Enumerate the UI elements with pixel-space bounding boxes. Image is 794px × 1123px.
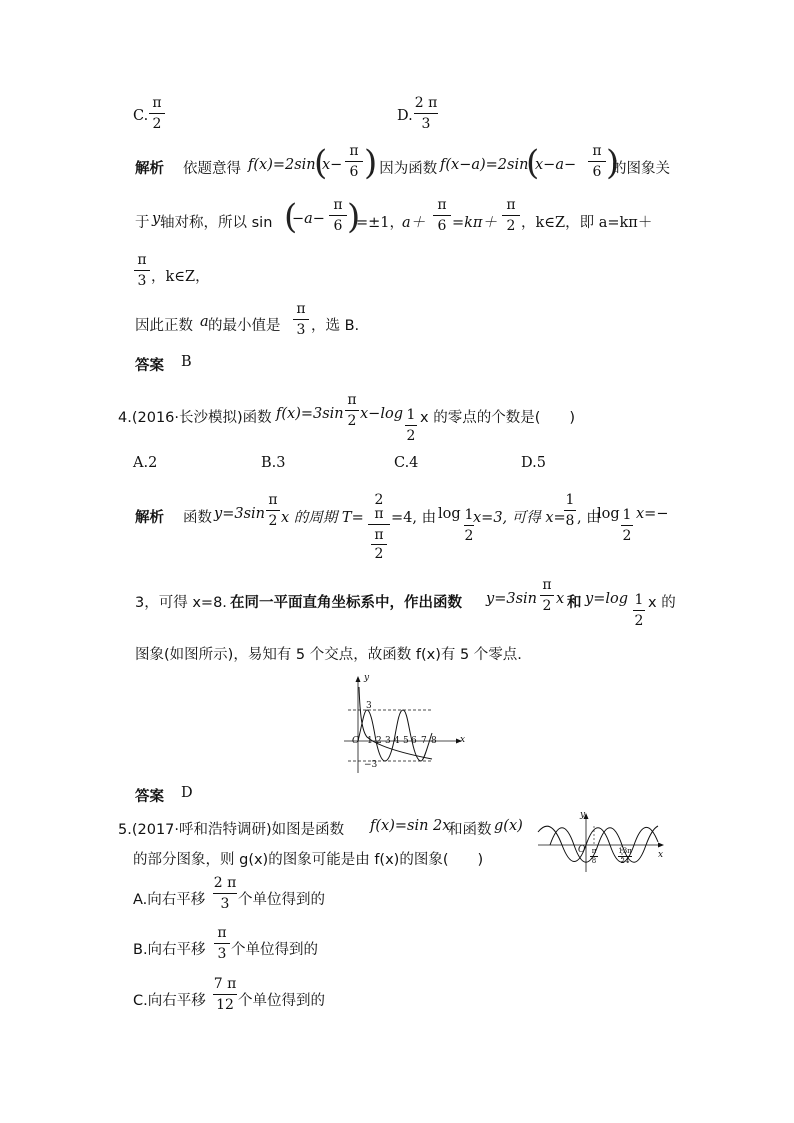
solution-text: 和 xyxy=(567,595,582,611)
solution-text: 因此正数 xyxy=(135,318,193,334)
tick-label: 1 xyxy=(367,736,373,746)
formula-text: −a− xyxy=(292,211,325,227)
paren-right: ) xyxy=(606,143,620,183)
axis-label-x: x xyxy=(460,735,466,745)
option-b-suffix: 个单位得到的 xyxy=(231,942,318,958)
q5-graph-figure xyxy=(536,812,668,874)
option-c-suffix: 个单位得到的 xyxy=(238,993,325,1009)
q4-graph-figure xyxy=(336,675,466,775)
tick-label: 6 xyxy=(411,736,417,746)
fraction: π 6 xyxy=(433,198,451,233)
tick-label: 7 xyxy=(421,736,427,746)
formula-text: y=log xyxy=(585,591,628,607)
question-stem: 5.(2017·呼和浩特调研)如图是函数 xyxy=(118,822,345,838)
question-stem: 的部分图象，则 g(x)的图象可能是由 f(x)的图象( ) xyxy=(133,852,484,868)
axis-origin: O xyxy=(352,736,360,746)
question-stem: 4.(2016·长沙模拟)函数 xyxy=(118,410,272,426)
option-b: B.向右平移 xyxy=(133,942,206,958)
solution-text: , 因为函数 xyxy=(370,161,438,177)
formula-text: y xyxy=(152,211,161,227)
option-c: C.4 xyxy=(394,455,419,471)
option-b: B.3 xyxy=(261,455,286,471)
option-c-fraction: π 2 xyxy=(149,96,165,131)
solution-text: 3，可得 x=8. xyxy=(135,595,227,611)
log-curve xyxy=(359,687,432,759)
question-stem: x 的零点的个数是( ) xyxy=(420,410,576,426)
option-d-fraction: 2 π 3 xyxy=(414,95,438,132)
fraction: 7 π 12 xyxy=(213,976,237,1013)
paren-left: ( xyxy=(526,143,540,183)
formula-text: x−log xyxy=(360,406,403,422)
fraction: π 2 xyxy=(266,493,280,528)
formula-text: y=3sin xyxy=(214,506,265,522)
formula-text: x 的周期 T= xyxy=(281,510,364,526)
tick-label: 4 xyxy=(394,736,400,746)
fraction: 1 8 xyxy=(565,492,575,529)
formula-text: f(x)=sin 2x xyxy=(370,818,451,834)
solution-text: x 的 xyxy=(648,595,676,611)
tick-fraction: 13π 24 xyxy=(618,847,632,865)
formula-text: log xyxy=(597,506,620,522)
formula-text: a xyxy=(200,314,209,330)
solution-text: 函数 xyxy=(183,510,212,526)
log-base-fraction: 1 2 xyxy=(464,507,474,544)
formula-text: x− xyxy=(322,157,343,173)
axis-label-x: x xyxy=(658,850,664,860)
solution-label: 解析 xyxy=(135,510,164,526)
solution-text: =±1， xyxy=(356,215,405,231)
fraction: π 3 xyxy=(293,302,309,337)
tick-label: 2 xyxy=(376,736,382,746)
solution-text: 依题意得 xyxy=(183,161,241,177)
formula-text: log xyxy=(438,506,461,522)
solution-text: =4, 由 xyxy=(391,510,437,526)
paren-right: ) xyxy=(364,143,378,183)
solution-text: 于 xyxy=(135,215,150,231)
formula-text: g(x) xyxy=(494,818,523,834)
option-c: C.向右平移 xyxy=(133,993,206,1009)
solution-text: , 由 xyxy=(577,510,601,526)
option-d: D.5 xyxy=(521,455,546,471)
formula-text: f(x)=2sin xyxy=(248,157,316,173)
tick-label-bottom: −3 xyxy=(364,760,378,770)
answer-label: 答案 xyxy=(135,358,164,374)
g-curve xyxy=(550,826,658,862)
formula-text: f(x)=3sin xyxy=(276,406,344,422)
paren-left: ( xyxy=(284,197,298,237)
option-c-label: C. xyxy=(133,108,149,124)
solution-text: 图象(如图所示)，易知有 5 个交点，故函数 f(x)有 5 个零点. xyxy=(135,647,522,663)
log-base-fraction: 1 2 xyxy=(406,407,416,444)
answer-value: D xyxy=(181,785,193,801)
answer-label: 答案 xyxy=(135,789,164,805)
fraction: π 6 xyxy=(329,198,347,233)
option-d-label: D. xyxy=(397,108,413,124)
tick-label: 3 xyxy=(385,736,391,746)
solution-text: ，k∈Z， xyxy=(151,269,210,285)
formula-text: x−a− xyxy=(535,157,577,173)
fraction: π 3 xyxy=(134,253,150,288)
formula-text: a＋ xyxy=(402,215,426,231)
solution-text: 在同一平面直角坐标系中，作出函数 xyxy=(230,595,462,611)
paren-left: ( xyxy=(314,143,328,183)
solution-text: ，选 B. xyxy=(311,318,360,334)
solution-text: 轴对称，所以 sin xyxy=(160,215,273,231)
tick-label: 8 xyxy=(431,736,437,746)
answer-value: B xyxy=(181,354,192,370)
fraction: π 2 xyxy=(502,198,520,233)
formula-text: x xyxy=(556,591,565,607)
fraction-period: 2 π π 2 xyxy=(368,493,390,561)
log-base-fraction: 1 2 xyxy=(634,592,644,629)
formula-text: y=3sin xyxy=(486,591,537,607)
solution-label: 解析 xyxy=(135,161,164,177)
solution-text: ，k∈Z，即 a=kπ＋ xyxy=(521,215,653,231)
paren-right: ) xyxy=(347,197,361,237)
solution-text: 的最小值是 xyxy=(208,318,281,334)
fraction: π 6 xyxy=(588,144,606,179)
option-a: A.向右平移 xyxy=(133,892,206,908)
fraction: π 2 xyxy=(345,393,359,428)
fraction: 2 π 3 xyxy=(213,875,237,912)
fraction: π 2 xyxy=(540,578,554,613)
log-base-fraction: 1 2 xyxy=(622,507,632,544)
axis-label-y: y xyxy=(364,673,370,683)
question-stem: 和函数 xyxy=(448,822,492,838)
formula-text: =kπ＋ xyxy=(452,215,497,231)
tick-label-top: 3 xyxy=(366,701,372,711)
solution-text: 的图象关 xyxy=(612,161,670,177)
formula-text: x=− xyxy=(636,506,669,522)
tick-fraction: π 8 xyxy=(591,847,597,865)
formula-text: f(x−a)=2sin xyxy=(440,157,529,173)
fraction: π 3 xyxy=(214,926,230,961)
formula-text: x=3, 可得 x= xyxy=(473,510,566,526)
axis-label-y: y xyxy=(580,810,586,820)
option-a-suffix: 个单位得到的 xyxy=(238,892,325,908)
tick-label: 5 xyxy=(403,736,409,746)
axis-origin: O xyxy=(578,845,586,855)
option-a: A.2 xyxy=(133,455,158,471)
fraction: π 6 xyxy=(345,144,363,179)
